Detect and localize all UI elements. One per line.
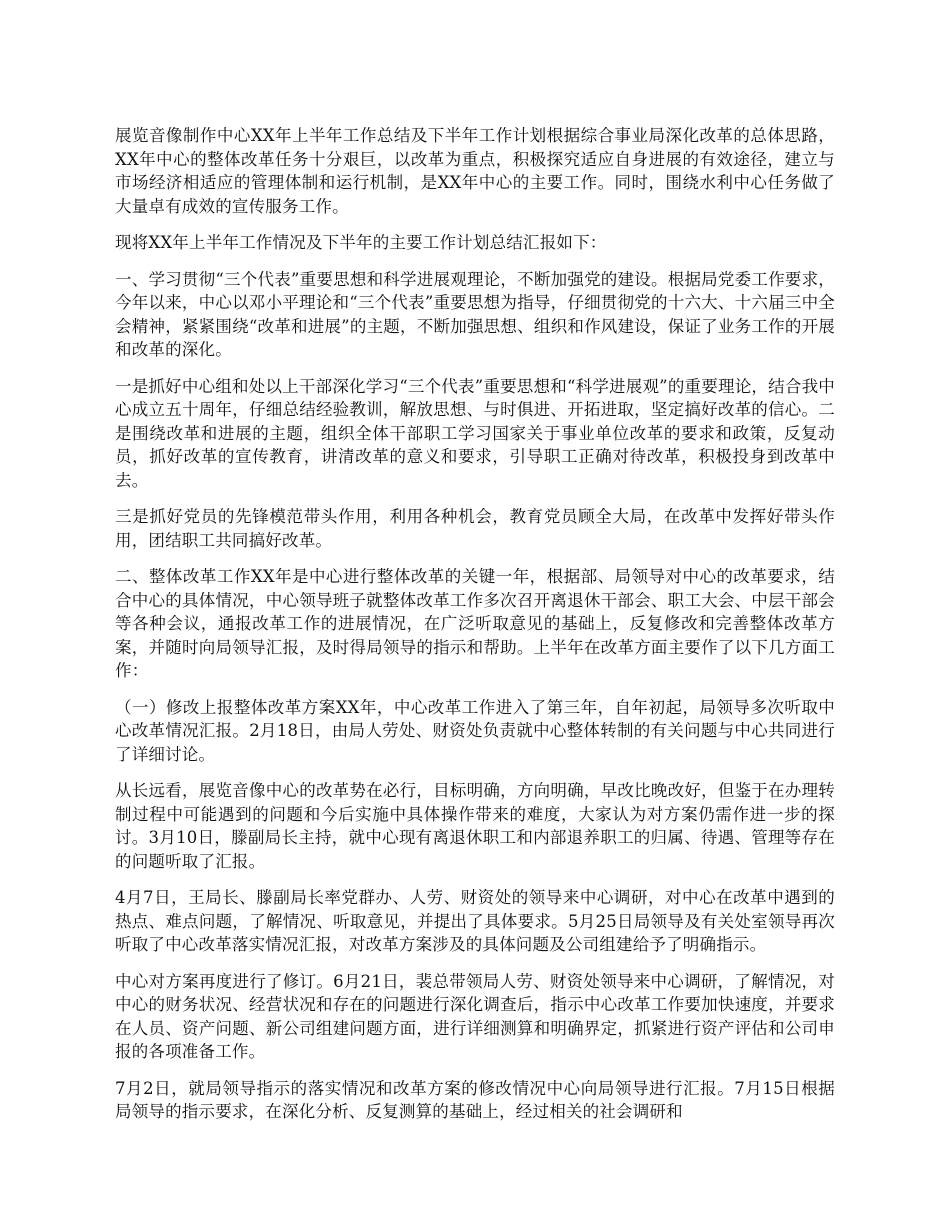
document-body <box>115 124 835 1137</box>
paragraph-subsection-one: （一）修改上报整体改革方案XX年，中心改革工作进入了第三年，自年初起，局领导多次听取中心改革情况汇报。2月18日，由局人劳处、财资处负责就中心整体转制的有关问题与中心共同进行了详细讨论。 <box>115 697 835 764</box>
paragraph-intro: 展览音像制作中心XX年上半年工作总结及下半年工作计划根据综合事业局深化改革的总体思路，XX年中心的整体改革任务十分艰巨，以改革为重点，积极探究适应自身进展的有效途径，建立与市场经济相适应的管理体制和运行机制，是XX年中心的主要工作。同时，围绕水利中心任务做了大量卓有成效的宣传服务工作。 <box>115 126 835 216</box>
paragraph-july-report: 7月2日，就局领导指示的落实情况和改革方案的修改情况中心向局领导进行汇报。7月15日根据局领导的指示要求，在深化分析、反复测算的基础上，经过相关的社会调研和 <box>115 1078 835 1121</box>
paragraph-long-term-view: 从长远看，展览音像中心的改革势在必行，目标明确，方向明确，早改比晚改好，但鉴于在办理转制过程中可能遇到的问题和今后实施中具体操作带来的难度，大家认为对方案仍需作进一步的探讨。3月10日，滕副局长主持，就中心现有离退休职工和内部退养职工的归属、待遇、管理等存在的问题听取了汇报。 <box>115 781 835 871</box>
paragraph-june-revision: 中心对方案再度进行了修订。6月21日，裴总带领局人劳、财资处领导来中心调研，了解情况，对中心的财务状况、经营状况和存在的问题进行深化调查后，指示中心改革工作要加快速度，并要求在人员、资产问题、新公司组建问题方面，进行详细测算和明确界定，抓紧进行资产评估和公司申报的各项准备工作。 <box>115 971 835 1061</box>
paragraph-point-one-two: 一是抓好中心组和处以上干部深化学习“三个代表”重要思想和“科学进展观”的重要理论，结合我中心成立五十周年，仔细总结经验教训，解放思想、与时俱进、开拓进取，坚定搞好改革的信心。二是围绕改革和进展的主题，组织全体干部职工学习国家关于事业单位改革的要求和政策，反复动员，抓好改革的宣传教育，讲清改革的意义和要求，引导职工正确对待改革，积极投身到改革中去。 <box>115 376 835 490</box>
paragraph-april-visit: 4月7日，王局长、滕副局长率党群办、人劳、财资处的领导来中心调研，对中心在改革中遇到的热点、难点问题，了解情况、听取意见，并提出了具体要求。5月25日局领导及有关处室领导再次听取了中心改革落实情况汇报，对改革方案涉及的具体问题及公司组建给予了明确指示。 <box>115 888 835 954</box>
paragraph-section-two: 二、整体改革工作XX年是中心进行整体改革的关键一年，根据部、局领导对中心的改革要求，结合中心的具体情况，中心领导班子就整体改革工作多次召开离退休干部会、职工大会、中层干部会等各种会议，通报改革工作的进展情况，在广泛听取意见的基础上，反复修改和完善整体改革方案，并随时向局领导汇报，及时得局领导的指示和帮助。上半年在改革方面主要作了以下几方面工作： <box>115 567 835 680</box>
paragraph-section-one: 一、学习贯彻“三个代表”重要思想和科学进展观理论，不断加强党的建设。根据局党委工作要求，今年以来，中心以邓小平理论和“三个代表”重要思想为指导，仔细贯彻党的十六大、十六届三中全会精神，紧紧围绕“改革和进展”的主题，不断加强思想、组织和作风建设，保证了业务工作的开展和改革的深化。 <box>115 269 835 359</box>
paragraph-point-three: 三是抓好党员的先锋模范带头作用，利用各种机会，教育党员顾全大局，在改革中发挥好带头作用，团结职工共同搞好改革。 <box>115 507 835 550</box>
paragraph-report-lead: 现将XX年上半年工作情况及下半年的主要工作计划总结汇报如下： <box>115 233 607 252</box>
